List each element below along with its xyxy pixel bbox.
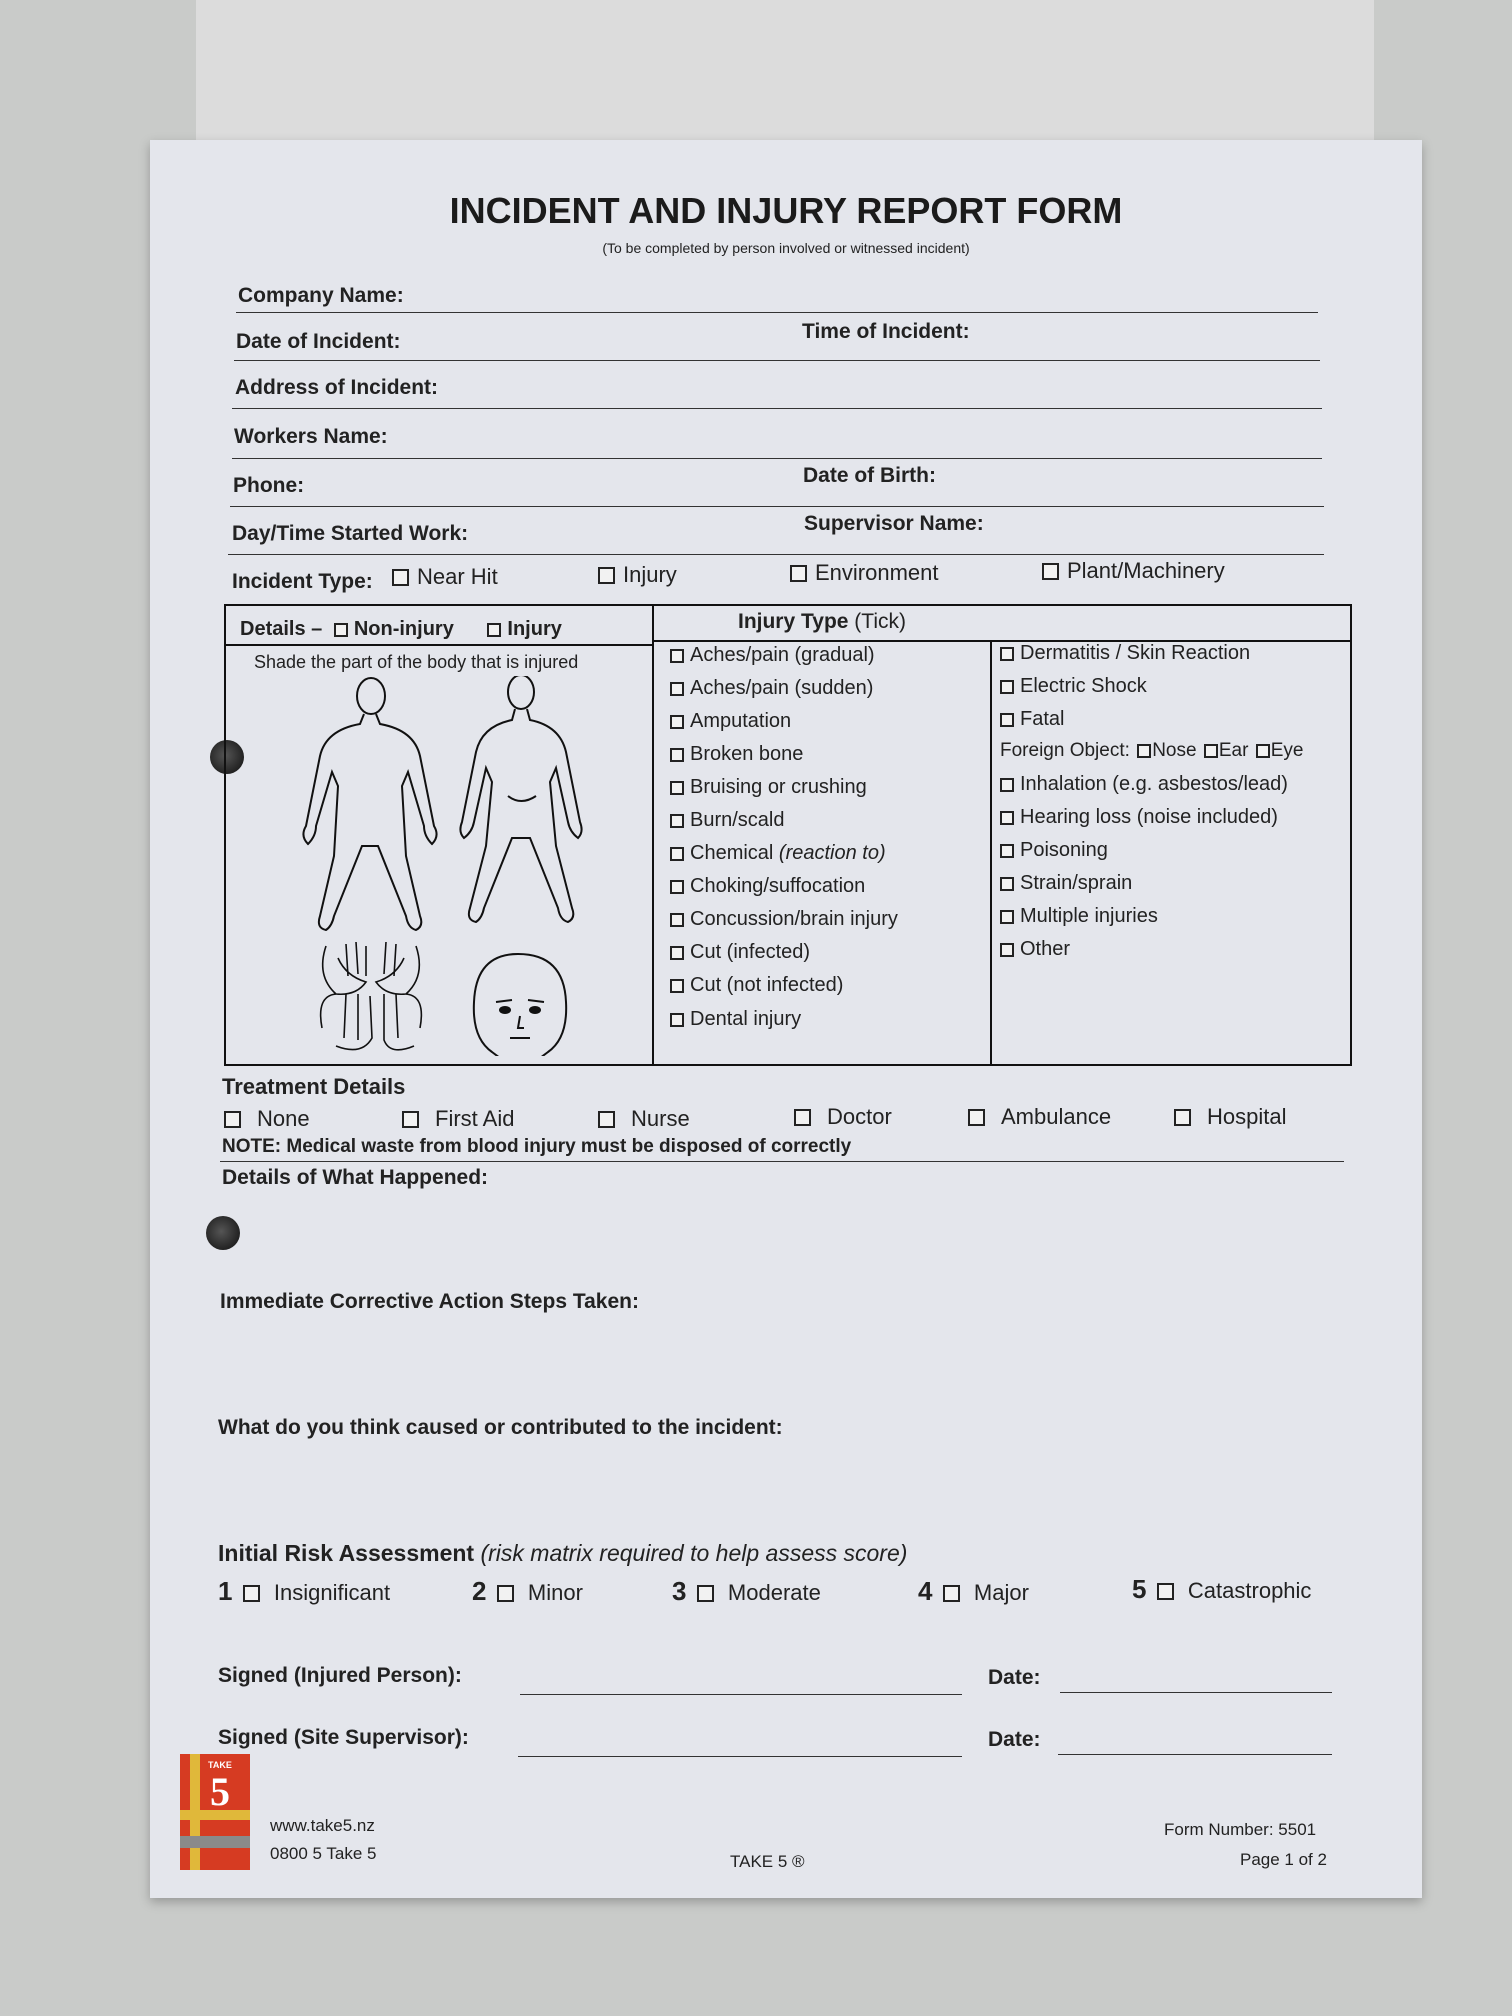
supervisor-name-label: Supervisor Name: [804,512,984,535]
back-sheet [196,0,1374,142]
date-injured-line[interactable] [1060,1692,1332,1693]
treatment-option-none[interactable]: None [224,1106,310,1132]
treatment-option-first-aid[interactable]: First Aid [402,1106,514,1132]
injury-option-electric-shock[interactable]: Electric Shock [1000,675,1147,698]
checkbox-eye[interactable] [1256,744,1270,758]
injury-option-burn[interactable]: Burn/scald [670,809,785,832]
date-time-line[interactable] [234,360,1320,361]
punch-hole [206,1216,240,1250]
injury-option-inhalation[interactable]: Inhalation (e.g. asbestos/lead) [1000,773,1288,796]
non-injury-checkbox[interactable] [334,623,348,637]
checkbox[interactable] [670,682,684,696]
body-front-icon [303,678,436,930]
table-divider [652,606,654,1064]
injury-option-foreign-object: Foreign Object: Nose Ear Eye [1000,740,1304,761]
risk-level-4[interactable]: 4 Major [918,1576,1029,1606]
shade-instructions: Shade the part of the body that is injured [254,652,579,672]
injury-option-cut-not-infected[interactable]: Cut (not infected) [670,974,843,997]
treatment-option-nurse[interactable]: Nurse [598,1106,690,1132]
date-of-incident-label: Date of Incident: [236,330,401,353]
injury-option-poisoning[interactable]: Poisoning [1000,839,1108,862]
checkbox[interactable] [670,979,684,993]
address-line[interactable] [232,408,1322,409]
table-divider [226,644,654,646]
checkbox[interactable] [670,649,684,663]
form-subtitle: (To be completed by person involved or witnessed incident) [602,240,970,256]
details-heading: Details – Non-injury Injury [240,618,562,640]
checkbox[interactable] [1000,647,1014,661]
injury-option-hearing-loss[interactable]: Hearing loss (noise included) [1000,806,1278,829]
checkbox[interactable] [670,715,684,729]
injury-option-concussion[interactable]: Concussion/brain injury [670,908,898,931]
checkbox[interactable] [224,1111,241,1128]
workers-name-label: Workers Name: [234,425,388,448]
injury-option-aches-sudden[interactable]: Aches/pain (sudden) [670,677,873,700]
checkbox[interactable] [598,1111,615,1128]
checkbox[interactable] [1174,1109,1191,1126]
checkbox[interactable] [1000,713,1014,727]
company-name-label: Company Name: [238,284,404,307]
workers-name-line[interactable] [232,458,1322,459]
signature-supervisor-line[interactable] [518,1756,962,1757]
risk-level-2[interactable]: 2 Minor [472,1576,583,1606]
signature-injured-line[interactable] [520,1694,962,1695]
body-back-icon [460,676,581,922]
checkbox[interactable] [670,1013,684,1027]
address-label: Address of Incident: [235,376,439,399]
checkbox[interactable] [598,567,615,584]
form-page [150,140,1422,1898]
checkbox[interactable] [1000,778,1014,792]
date-injured-label: Date: [988,1666,1041,1689]
checkbox[interactable] [1000,844,1014,858]
risk-assessment-heading: Initial Risk Assessment (risk matrix required to help assess score) [218,1540,908,1566]
table-divider [990,640,992,1064]
footer-phone: 0800 5 Take 5 [270,1844,377,1863]
checkbox[interactable] [1000,877,1014,891]
treatment-divider [220,1161,1344,1162]
incident-option-injury[interactable]: Injury [598,562,677,588]
checkbox-ear[interactable] [1204,744,1218,758]
body-diagram[interactable] [286,676,606,1056]
checkbox[interactable] [392,569,409,586]
checkbox[interactable] [1157,1583,1174,1600]
footer-page: Page 1 of 2 [1240,1850,1327,1869]
treatment-heading: Treatment Details [222,1074,406,1099]
incident-type-row [232,568,373,594]
checkbox[interactable] [794,1109,811,1126]
injury-option-dental[interactable]: Dental injury [670,1008,801,1031]
checkbox-nose[interactable] [1137,744,1151,758]
injury-option-chemical[interactable]: Chemical (reaction to) [670,842,886,865]
date-supervisor-label: Date: [988,1728,1041,1751]
footer-brand: TAKE 5 ® [730,1852,805,1871]
injury-checkbox[interactable] [487,623,501,637]
checkbox[interactable] [670,946,684,960]
checkbox[interactable] [1000,943,1014,957]
signed-supervisor-label: Signed (Site Supervisor): [218,1726,469,1749]
injury-option-broken-bone[interactable]: Broken bone [670,743,803,766]
checkbox[interactable] [1042,563,1059,580]
injury-option-cut-infected[interactable]: Cut (infected) [670,941,810,964]
incident-option-plant-machinery[interactable]: Plant/Machinery [1042,558,1225,584]
started-supervisor-line[interactable] [228,554,1324,555]
signed-injured-label: Signed (Injured Person): [218,1664,462,1687]
time-of-incident-label: Time of Incident: [802,320,970,343]
company-name-line[interactable] [236,312,1318,313]
injury-option-bruising[interactable]: Bruising or crushing [670,776,867,799]
corrective-action-label: Immediate Corrective Action Steps Taken: [220,1290,639,1313]
injury-option-multiple[interactable]: Multiple injuries [1000,905,1158,928]
risk-level-3[interactable]: 3 Moderate [672,1576,821,1606]
checkbox[interactable] [497,1585,514,1602]
phone-dob-line[interactable] [230,506,1324,507]
checkbox[interactable] [402,1111,419,1128]
checkbox[interactable] [670,781,684,795]
footer-website: www.take5.nz [270,1816,375,1835]
cause-label: What do you think caused or contributed to the incident: [218,1416,783,1439]
checkbox[interactable] [670,880,684,894]
injury-option-strain[interactable]: Strain/sprain [1000,872,1132,895]
head-face-icon [474,954,566,1056]
incident-option-environment[interactable]: Environment [790,560,939,586]
checkbox[interactable] [1000,910,1014,924]
treatment-option-hospital[interactable]: Hospital [1174,1104,1286,1130]
checkbox[interactable] [670,913,684,927]
checkbox[interactable] [790,565,807,582]
date-supervisor-line[interactable] [1058,1754,1332,1755]
checkbox[interactable] [243,1585,260,1602]
risk-level-5[interactable]: 5 Catastrophic [1132,1574,1312,1604]
treatment-option-doctor[interactable]: Doctor [794,1104,892,1130]
checkbox[interactable] [968,1109,985,1126]
incident-type-label: Incident Type: [232,570,373,593]
checkbox[interactable] [670,847,684,861]
date-of-birth-label: Date of Birth: [803,464,936,487]
checkbox[interactable] [670,748,684,762]
what-happened-label: Details of What Happened: [222,1166,489,1189]
injury-option-choking[interactable]: Choking/suffocation [670,875,865,898]
injury-option-dermatitis[interactable]: Dermatitis / Skin Reaction [1000,642,1250,665]
checkbox[interactable] [1000,811,1014,825]
injury-option-fatal[interactable]: Fatal [1000,708,1064,731]
footer-form-number: Form Number: 5501 [1164,1820,1317,1839]
phone-label: Phone: [233,474,305,497]
medical-waste-note: NOTE: Medical waste from blood injury must be disposed of correctly [222,1136,852,1157]
checkbox[interactable] [670,814,684,828]
checkbox[interactable] [697,1585,714,1602]
hands-icon [321,942,422,1050]
injury-type-heading: Injury Type (Tick) [737,610,906,633]
injury-option-amputation[interactable]: Amputation [670,710,791,733]
checkbox[interactable] [943,1585,960,1602]
injury-option-other[interactable]: Other [1000,938,1070,961]
take5-logo: TAKE 5 [180,1754,250,1870]
risk-level-1[interactable]: 1 Insignificant [218,1576,391,1606]
checkbox[interactable] [1000,680,1014,694]
injury-option-aches-gradual[interactable]: Aches/pain (gradual) [670,644,875,667]
day-time-started-label: Day/Time Started Work: [232,522,469,545]
treatment-option-ambulance[interactable]: Ambulance [968,1104,1111,1130]
incident-option-near-hit[interactable]: Near Hit [392,564,498,590]
form-title: INCIDENT AND INJURY REPORT FORM [449,190,1123,231]
